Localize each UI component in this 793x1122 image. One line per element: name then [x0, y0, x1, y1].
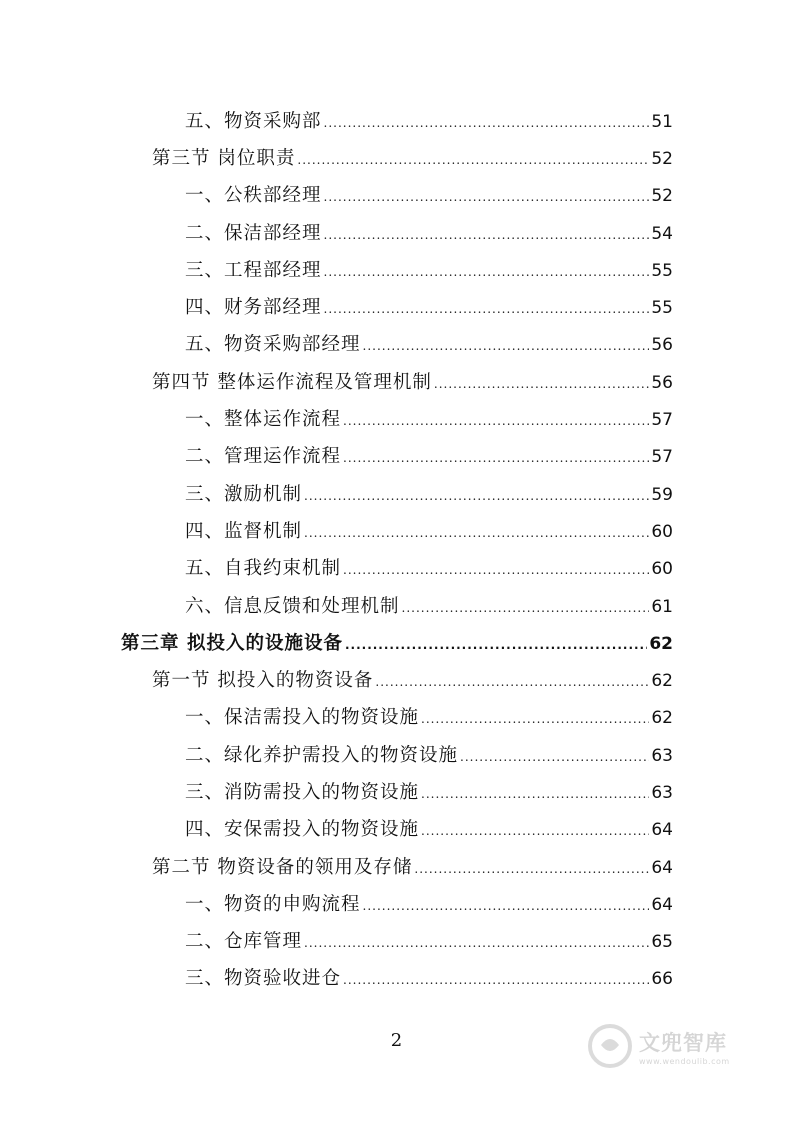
toc-entry-level-3[interactable] — [185, 592, 673, 618]
toc-entry-level-3[interactable] — [185, 927, 673, 953]
toc-entry-level-3[interactable] — [185, 778, 673, 804]
toc-entry-level-3[interactable] — [185, 181, 673, 207]
toc-entry-page: 52 — [651, 186, 673, 207]
table-of-contents — [0, 101, 793, 996]
toc-entry-level-3[interactable] — [185, 442, 673, 468]
toc-row — [0, 698, 793, 735]
toc-entry-page: 65 — [651, 932, 673, 953]
toc-entry-level-3[interactable] — [185, 330, 673, 356]
toc-entry-page: 57 — [651, 410, 673, 431]
toc-entry-label: 五、自我约束机制 — [185, 558, 342, 580]
toc-entry-level-2[interactable] — [152, 368, 673, 394]
toc-entry-page: 55 — [651, 260, 673, 281]
toc-entry-label: 第一节 拟投入的物资设备 — [152, 670, 374, 692]
toc-entry-label: 四、财务部经理 — [185, 297, 322, 319]
toc-leader-dots — [343, 446, 649, 467]
wendou-logo-icon — [587, 1023, 633, 1069]
toc-entry-page: 64 — [651, 894, 673, 915]
toc-entry-level-3[interactable] — [185, 703, 673, 729]
toc-entry-page: 60 — [651, 559, 673, 580]
toc-entry-label: 第二节 物资设备的领用及存储 — [152, 856, 413, 878]
toc-entry-label: 第三章 拟投入的设施设备 — [121, 632, 343, 654]
toc-row — [0, 287, 793, 324]
toc-row — [0, 437, 793, 474]
toc-leader-dots — [345, 633, 647, 654]
toc-leader-dots — [304, 521, 649, 542]
toc-entry-level-3[interactable] — [185, 293, 673, 319]
toc-row — [0, 586, 793, 623]
toc-entry-label: 第四节 整体运作流程及管理机制 — [152, 371, 432, 393]
toc-entry-page: 51 — [651, 111, 673, 132]
toc-entry-page: 66 — [651, 969, 673, 990]
toc-row — [0, 362, 793, 399]
toc-row — [0, 549, 793, 586]
toc-entry-label: 五、物资采购部 — [185, 110, 322, 132]
toc-entry-page: 54 — [651, 223, 673, 244]
toc-entry-label: 一、公秩部经理 — [185, 185, 322, 207]
toc-entry-label: 一、物资的申购流程 — [185, 893, 361, 915]
toc-row — [0, 250, 793, 287]
toc-entry-level-3[interactable] — [185, 256, 673, 282]
watermark-title: 文兜智库 — [639, 1030, 727, 1055]
toc-leader-dots — [297, 148, 649, 169]
toc-leader-dots — [324, 111, 650, 132]
toc-entry-level-3[interactable] — [185, 107, 673, 133]
toc-entry-page: 57 — [651, 447, 673, 468]
toc-leader-dots — [343, 409, 649, 430]
toc-leader-dots — [304, 931, 649, 952]
toc-entry-label: 三、消防需投入的物资设施 — [185, 781, 420, 803]
toc-entry-label: 二、管理运作流程 — [185, 446, 342, 468]
toc-row — [0, 325, 793, 362]
toc-leader-dots — [324, 260, 650, 281]
toc-entry-page: 61 — [651, 596, 673, 617]
toc-entry-label: 五、物资采购部经理 — [185, 334, 361, 356]
toc-entry-label: 一、保洁需投入的物资设施 — [185, 707, 420, 729]
toc-leader-dots — [375, 670, 649, 691]
toc-entry-page: 62 — [651, 671, 673, 692]
toc-row — [0, 959, 793, 996]
toc-entry-page: 64 — [651, 857, 673, 878]
toc-entry-level-2[interactable] — [152, 666, 673, 692]
toc-leader-dots — [421, 819, 649, 840]
toc-leader-dots — [421, 707, 649, 728]
toc-row — [0, 810, 793, 847]
toc-row — [0, 922, 793, 959]
toc-entry-label: 三、工程部经理 — [185, 259, 322, 281]
toc-entry-level-2[interactable] — [152, 853, 673, 879]
toc-entry-page: 63 — [651, 782, 673, 803]
toc-entry-label: 二、绿化养护需投入的物资设施 — [185, 744, 459, 766]
toc-entry-level-1[interactable] — [121, 629, 673, 655]
toc-entry-page: 60 — [651, 521, 673, 542]
toc-entry-level-3[interactable] — [185, 517, 673, 543]
toc-leader-dots — [402, 596, 650, 617]
toc-entry-level-3[interactable] — [185, 890, 673, 916]
toc-row — [0, 474, 793, 511]
toc-row — [0, 399, 793, 436]
toc-entry-page: 56 — [651, 335, 673, 356]
toc-entry-level-3[interactable] — [185, 219, 673, 245]
toc-entry-label: 第三节 岗位职责 — [152, 147, 296, 169]
toc-entry-label: 四、监督机制 — [185, 520, 303, 542]
toc-entry-level-3[interactable] — [185, 815, 673, 841]
toc-leader-dots — [304, 484, 649, 505]
toc-entry-level-3[interactable] — [185, 964, 673, 990]
toc-row — [0, 735, 793, 772]
toc-row — [0, 884, 793, 921]
toc-leader-dots — [414, 857, 649, 878]
toc-entry-page: 63 — [651, 745, 673, 766]
toc-row — [0, 138, 793, 175]
toc-leader-dots — [324, 223, 650, 244]
toc-entry-level-3[interactable] — [185, 741, 673, 767]
toc-leader-dots — [324, 297, 650, 318]
toc-row — [0, 213, 793, 250]
toc-entry-label: 三、物资验收进仓 — [185, 968, 342, 990]
toc-entry-level-3[interactable] — [185, 554, 673, 580]
toc-row — [0, 660, 793, 697]
toc-leader-dots — [434, 372, 649, 393]
toc-row — [0, 623, 793, 660]
toc-leader-dots — [460, 745, 649, 766]
toc-row — [0, 847, 793, 884]
toc-entry-page: 62 — [651, 708, 673, 729]
toc-leader-dots — [324, 185, 650, 206]
toc-entry-level-3[interactable] — [185, 480, 673, 506]
watermark-url: www.wendoulib.com — [639, 1056, 730, 1066]
toc-entry-label: 一、整体运作流程 — [185, 409, 342, 431]
toc-entry-page: 64 — [651, 820, 673, 841]
toc-entry-label: 二、保洁部经理 — [185, 222, 322, 244]
toc-entry-level-2[interactable] — [152, 144, 673, 170]
toc-leader-dots — [343, 558, 649, 579]
toc-row — [0, 176, 793, 213]
toc-leader-dots — [363, 334, 650, 355]
toc-entry-page: 62 — [649, 633, 673, 654]
toc-leader-dots — [363, 894, 650, 915]
toc-row — [0, 511, 793, 548]
watermark — [587, 1018, 777, 1074]
toc-leader-dots — [343, 968, 649, 989]
toc-entry-label: 三、激励机制 — [185, 483, 303, 505]
toc-entry-page: 52 — [651, 148, 673, 169]
toc-entry-page: 59 — [651, 484, 673, 505]
toc-entry-page: 55 — [651, 298, 673, 319]
toc-entry-page: 56 — [651, 372, 673, 393]
toc-leader-dots — [421, 782, 649, 803]
toc-entry-label: 二、仓库管理 — [185, 931, 303, 953]
toc-row — [0, 101, 793, 138]
toc-row — [0, 772, 793, 809]
toc-entry-label: 四、安保需投入的物资设施 — [185, 819, 420, 841]
page-number: 2 — [390, 1030, 403, 1051]
toc-entry-level-3[interactable] — [185, 405, 673, 431]
toc-entry-label: 六、信息反馈和处理机制 — [185, 595, 400, 617]
